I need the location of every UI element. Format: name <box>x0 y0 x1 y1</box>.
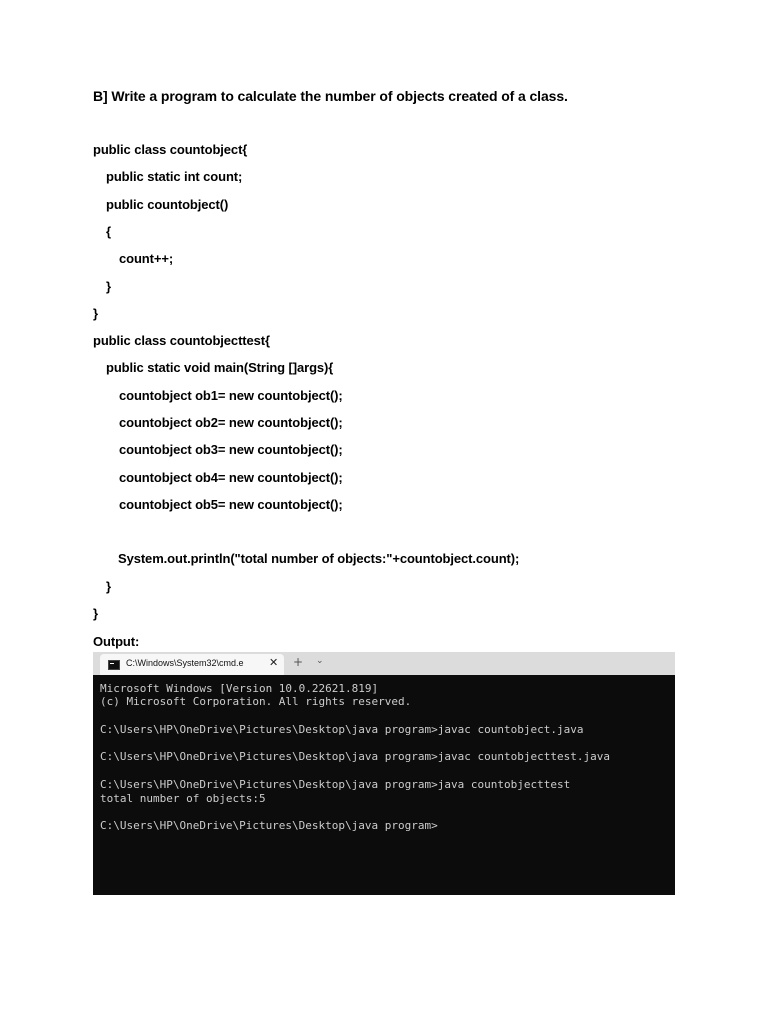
plus-icon[interactable]: + <box>293 655 304 669</box>
code-line: public static int count; <box>106 169 243 184</box>
cmd-icon <box>108 660 120 670</box>
terminal-line: (c) Microsoft Corporation. All rights reserved. <box>100 695 412 708</box>
terminal-line: C:\Users\HP\OneDrive\Pictures\Desktop\java program>java countobjecttest <box>100 778 571 791</box>
code-line: { <box>106 224 111 239</box>
code-line: countobject ob3= new countobject(); <box>119 442 343 457</box>
code-line: System.out.println("total number of objects:"+countobject.count); <box>118 551 520 566</box>
chevron-down-icon[interactable]: ⌄ <box>316 656 324 666</box>
code-line: public class countobjecttest{ <box>93 333 270 348</box>
code-line: public countobject() <box>106 197 229 212</box>
terminal-line: C:\Users\HP\OneDrive\Pictures\Desktop\java program>javac countobject.java <box>100 723 584 736</box>
code-line: public static void main(String []args){ <box>106 360 334 375</box>
code-line: countobject ob2= new countobject(); <box>119 415 343 430</box>
terminal-window <box>93 652 675 895</box>
code-line: } <box>93 306 98 321</box>
code-line: countobject ob5= new countobject(); <box>119 497 343 512</box>
terminal-line: C:\Users\HP\OneDrive\Pictures\Desktop\java program>javac countobjecttest.java <box>100 750 610 763</box>
terminal-tab-bar <box>93 652 675 675</box>
terminal-prompt[interactable]: C:\Users\HP\OneDrive\Pictures\Desktop\java program> <box>100 819 438 832</box>
code-line: count++; <box>119 251 174 266</box>
code-line: countobject ob1= new countobject(); <box>119 388 343 403</box>
question-heading: B] Write a program to calculate the number of objects created of a class. <box>93 88 568 104</box>
terminal-line: Microsoft Windows [Version 10.0.22621.819] <box>100 682 379 695</box>
terminal-tab-title: C:\Windows\System32\cmd.e <box>126 658 244 668</box>
terminal-line: total number of objects:5 <box>100 792 266 805</box>
code-line: } <box>106 579 111 594</box>
close-icon[interactable]: ✕ <box>269 656 279 669</box>
code-line: countobject ob4= new countobject(); <box>119 470 343 485</box>
code-line: public class countobject{ <box>93 142 248 157</box>
code-line: } <box>106 279 111 294</box>
code-line: } <box>93 606 98 621</box>
terminal-tab[interactable] <box>100 654 284 675</box>
output-label: Output: <box>93 634 140 649</box>
